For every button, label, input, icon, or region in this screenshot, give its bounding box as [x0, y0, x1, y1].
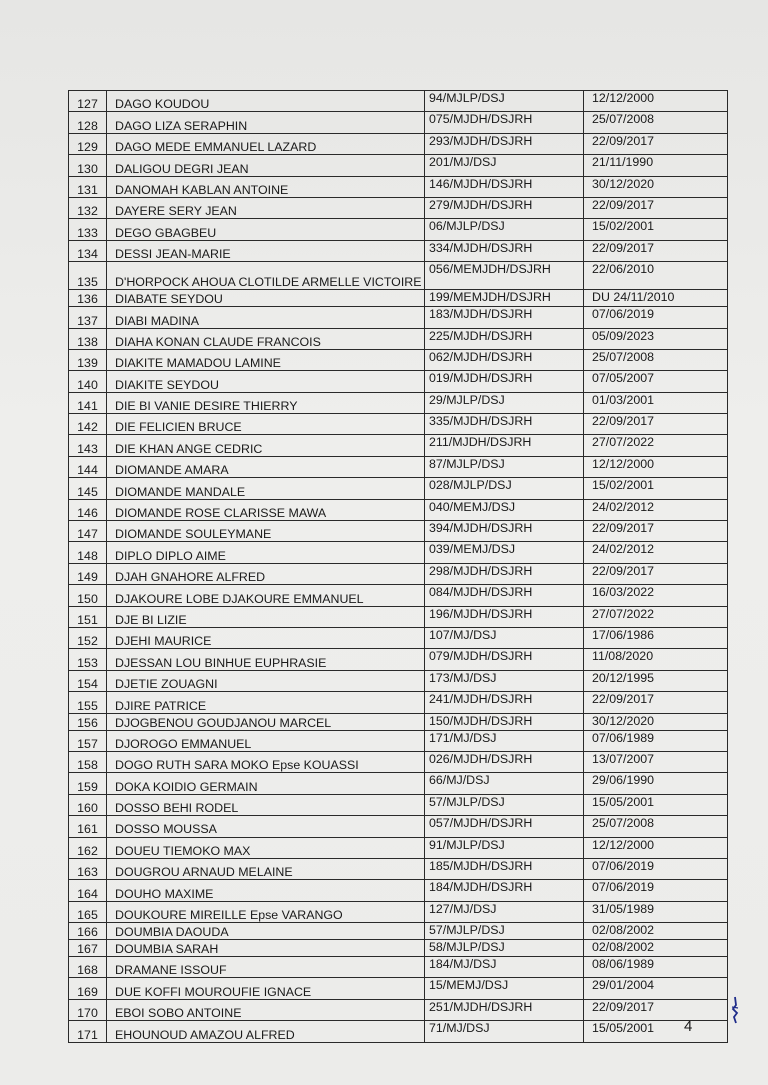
table-row: [69, 542, 728, 563]
decision-reference: 028/MJLP/DSJ: [425, 478, 584, 499]
person-name: DJAH GNAHORE ALFRED: [107, 563, 425, 584]
row-number: 144: [69, 456, 107, 477]
table-row: [69, 240, 728, 261]
decision-reference: 241/MJDH/DSJRH: [425, 692, 584, 713]
table-row: [69, 262, 728, 290]
table-row: [69, 837, 728, 858]
decision-date: 24/02/2012: [584, 499, 728, 520]
table-row: [69, 692, 728, 713]
decision-date: 22/09/2017: [584, 521, 728, 542]
person-name: DOUMBIA DAOUDA: [107, 923, 425, 940]
decision-reference: 87/MJLP/DSJ: [425, 456, 584, 477]
table-row: [69, 478, 728, 499]
row-number: 159: [69, 773, 107, 794]
decision-reference: 58/MJLP/DSJ: [425, 940, 584, 957]
page-number: 4: [684, 1018, 693, 1035]
person-name: DIE FELICIEN BRUCE: [107, 414, 425, 435]
person-name: DJAKOURE LOBE DJAKOURE EMMANUEL: [107, 585, 425, 606]
decision-date: 15/05/2001: [584, 1021, 728, 1042]
decision-date: 05/09/2023: [584, 328, 728, 349]
decision-date: 25/07/2008: [584, 112, 728, 133]
table-row: [69, 978, 728, 999]
table-row: [69, 858, 728, 879]
table-row: [69, 670, 728, 691]
decision-reference: 225/MJDH/DSJRH: [425, 328, 584, 349]
person-name: DJESSAN LOU BINHUE EUPHRASIE: [107, 649, 425, 670]
ink-mark-icon: [730, 995, 740, 1025]
person-name: DJETIE ZOUAGNI: [107, 670, 425, 691]
row-number: 130: [69, 155, 107, 176]
row-number: 160: [69, 794, 107, 815]
decision-reference: 056/MEMJDH/DSJRH: [425, 262, 584, 290]
decision-date: 12/12/2000: [584, 456, 728, 477]
person-name: DIAKITE MAMADOU LAMINE: [107, 349, 425, 370]
row-number: 137: [69, 307, 107, 328]
table-row: [69, 606, 728, 627]
decision-reference: 184/MJDH/DSJRH: [425, 880, 584, 901]
decision-date: 30/12/2020: [584, 713, 728, 730]
decision-reference: 15/MEMJ/DSJ: [425, 978, 584, 999]
person-name: DIABI MADINA: [107, 307, 425, 328]
table-row: [69, 456, 728, 477]
decision-reference: 040/MEMJ/DSJ: [425, 499, 584, 520]
decision-date: 13/07/2007: [584, 751, 728, 772]
person-name: DOSSO BEHI RODEL: [107, 794, 425, 815]
decision-reference: 150/MJDH/DSJRH: [425, 713, 584, 730]
decision-date: 15/05/2001: [584, 794, 728, 815]
decision-reference: 94/MJLP/DSJ: [425, 91, 584, 112]
decision-date: 27/07/2022: [584, 606, 728, 627]
decision-reference: 06/MJLP/DSJ: [425, 219, 584, 240]
decision-reference: 079/MJDH/DSJRH: [425, 649, 584, 670]
decision-reference: 173/MJ/DSJ: [425, 670, 584, 691]
table-row: [69, 112, 728, 133]
decision-date: 21/11/1990: [584, 155, 728, 176]
row-number: 138: [69, 328, 107, 349]
decision-date: 15/02/2001: [584, 478, 728, 499]
person-name: DOUEU TIEMOKO MAX: [107, 837, 425, 858]
table-row: [69, 307, 728, 328]
person-name: DJEHI MAURICE: [107, 627, 425, 648]
table-row: [69, 563, 728, 584]
decision-date: 29/06/1990: [584, 773, 728, 794]
decision-reference: 183/MJDH/DSJRH: [425, 307, 584, 328]
row-number: 128: [69, 112, 107, 133]
decision-reference: 039/MEMJ/DSJ: [425, 542, 584, 563]
person-name: DAGO MEDE EMMANUEL LAZARD: [107, 133, 425, 154]
table-row: [69, 349, 728, 370]
decision-date: 17/06/1986: [584, 627, 728, 648]
decision-date: 11/08/2020: [584, 649, 728, 670]
table-row: [69, 91, 728, 112]
decision-date: 22/09/2017: [584, 197, 728, 218]
decision-reference: 062/MJDH/DSJRH: [425, 349, 584, 370]
table-row: [69, 880, 728, 901]
person-name: DIE KHAN ANGE CEDRIC: [107, 435, 425, 456]
decision-reference: 298/MJDH/DSJRH: [425, 563, 584, 584]
table-row: [69, 730, 728, 751]
person-name: DAYERE SERY JEAN: [107, 197, 425, 218]
decision-date: 07/05/2007: [584, 371, 728, 392]
decision-date: 02/08/2002: [584, 923, 728, 940]
person-name: DOKA KOIDIO GERMAIN: [107, 773, 425, 794]
table-row: [69, 133, 728, 154]
person-name: DUE KOFFI MOUROUFIE IGNACE: [107, 978, 425, 999]
row-number: 170: [69, 999, 107, 1020]
row-number: 169: [69, 978, 107, 999]
table-row: [69, 155, 728, 176]
decision-date: 27/07/2022: [584, 435, 728, 456]
row-number: 156: [69, 713, 107, 730]
decision-reference: 026/MJDH/DSJRH: [425, 751, 584, 772]
person-name: DESSI JEAN-MARIE: [107, 240, 425, 261]
decision-reference: 201/MJ/DSJ: [425, 155, 584, 176]
row-number: 154: [69, 670, 107, 691]
person-name: DOSSO MOUSSA: [107, 816, 425, 837]
row-number: 155: [69, 692, 107, 713]
person-name: D'HORPOCK AHOUA CLOTILDE ARMELLE VICTOIRE: [107, 262, 425, 290]
decision-date: 30/12/2020: [584, 176, 728, 197]
decision-reference: 146/MJDH/DSJRH: [425, 176, 584, 197]
decision-date: 25/07/2008: [584, 816, 728, 837]
row-number: 149: [69, 563, 107, 584]
person-name: DJOROGO EMMANUEL: [107, 730, 425, 751]
person-name: DRAMANE ISSOUF: [107, 957, 425, 978]
table-row: [69, 197, 728, 218]
person-name: DJOGBENOU GOUDJANOU MARCEL: [107, 713, 425, 730]
decision-reference: 394/MJDH/DSJRH: [425, 521, 584, 542]
table-row: [69, 940, 728, 957]
row-number: 161: [69, 816, 107, 837]
decision-reference: 334/MJDH/DSJRH: [425, 240, 584, 261]
row-number: 164: [69, 880, 107, 901]
row-number: 132: [69, 197, 107, 218]
table-row: [69, 901, 728, 922]
table-row: [69, 585, 728, 606]
decision-date: 07/06/1989: [584, 730, 728, 751]
decision-reference: 211/MJDH/DSJRH: [425, 435, 584, 456]
row-number: 165: [69, 901, 107, 922]
person-name: DIOMANDE AMARA: [107, 456, 425, 477]
row-number: 150: [69, 585, 107, 606]
decision-reference: 279/MJDH/DSJRH: [425, 197, 584, 218]
decision-date: 24/02/2012: [584, 542, 728, 563]
decision-reference: 057/MJDH/DSJRH: [425, 816, 584, 837]
decision-date: 07/06/2019: [584, 880, 728, 901]
decision-reference: 57/MJLP/DSJ: [425, 923, 584, 940]
row-number: 140: [69, 371, 107, 392]
registry-table-body: [69, 91, 728, 1043]
person-name: DJE BI LIZIE: [107, 606, 425, 627]
table-row: [69, 751, 728, 772]
row-number: 134: [69, 240, 107, 261]
table-row: [69, 999, 728, 1020]
person-name: DIAKITE SEYDOU: [107, 371, 425, 392]
person-name: DOUHO MAXIME: [107, 880, 425, 901]
row-number: 151: [69, 606, 107, 627]
table-row: [69, 713, 728, 730]
decision-reference: 185/MJDH/DSJRH: [425, 858, 584, 879]
decision-date: 02/08/2002: [584, 940, 728, 957]
decision-date: 22/09/2017: [584, 240, 728, 261]
decision-date: 08/06/1989: [584, 957, 728, 978]
table-row: [69, 392, 728, 413]
decision-date: 01/03/2001: [584, 392, 728, 413]
person-name: DIAHA KONAN CLAUDE FRANCOIS: [107, 328, 425, 349]
decision-reference: 019/MJDH/DSJRH: [425, 371, 584, 392]
decision-reference: 57/MJLP/DSJ: [425, 794, 584, 815]
decision-reference: 075/MJDH/DSJRH: [425, 112, 584, 133]
decision-reference: 293/MJDH/DSJRH: [425, 133, 584, 154]
table-row: [69, 957, 728, 978]
decision-reference: 184/MJ/DSJ: [425, 957, 584, 978]
decision-date: 22/09/2017: [584, 133, 728, 154]
row-number: 139: [69, 349, 107, 370]
row-number: 142: [69, 414, 107, 435]
decision-date: 22/06/2010: [584, 262, 728, 290]
table-row: [69, 521, 728, 542]
decision-reference: 251/MJDH/DSJRH: [425, 999, 584, 1020]
row-number: 135: [69, 262, 107, 290]
row-number: 167: [69, 940, 107, 957]
decision-date: 15/02/2001: [584, 219, 728, 240]
table-row: [69, 499, 728, 520]
person-name: DIOMANDE SOULEYMANE: [107, 521, 425, 542]
decision-date: 07/06/2019: [584, 858, 728, 879]
row-number: 158: [69, 751, 107, 772]
row-number: 131: [69, 176, 107, 197]
decision-reference: 71/MJ/DSJ: [425, 1021, 584, 1042]
decision-date: 22/09/2017: [584, 692, 728, 713]
decision-date: 22/09/2017: [584, 414, 728, 435]
person-name: DIPLO DIPLO AIME: [107, 542, 425, 563]
row-number: 168: [69, 957, 107, 978]
row-number: 162: [69, 837, 107, 858]
row-number: 163: [69, 858, 107, 879]
decision-date: 22/09/2017: [584, 999, 728, 1020]
decision-reference: 199/MEMJDH/DSJRH: [425, 290, 584, 307]
row-number: 127: [69, 91, 107, 112]
row-number: 133: [69, 219, 107, 240]
table-row: [69, 219, 728, 240]
decision-reference: 91/MJLP/DSJ: [425, 837, 584, 858]
table-row: [69, 435, 728, 456]
decision-reference: 171/MJ/DSJ: [425, 730, 584, 751]
decision-reference: 196/MJDH/DSJRH: [425, 606, 584, 627]
decision-reference: 127/MJ/DSJ: [425, 901, 584, 922]
person-name: DALIGOU DEGRI JEAN: [107, 155, 425, 176]
person-name: DOGO RUTH SARA MOKO Epse KOUASSI: [107, 751, 425, 772]
decision-date: 07/06/2019: [584, 307, 728, 328]
table-row: [69, 923, 728, 940]
table-row: [69, 176, 728, 197]
person-name: DIE BI VANIE DESIRE THIERRY: [107, 392, 425, 413]
row-number: 129: [69, 133, 107, 154]
table-row: [69, 649, 728, 670]
row-number: 145: [69, 478, 107, 499]
person-name: DAGO LIZA SERAPHIN: [107, 112, 425, 133]
decision-date: DU 24/11/2010: [584, 290, 728, 307]
table-row: [69, 328, 728, 349]
row-number: 136: [69, 290, 107, 307]
decision-date: 22/09/2017: [584, 563, 728, 584]
decision-date: 29/01/2004: [584, 978, 728, 999]
person-name: DIOMANDE MANDALE: [107, 478, 425, 499]
decision-reference: 335/MJDH/DSJRH: [425, 414, 584, 435]
row-number: 147: [69, 521, 107, 542]
row-number: 152: [69, 627, 107, 648]
row-number: 166: [69, 923, 107, 940]
decision-date: 12/12/2000: [584, 91, 728, 112]
decision-date: 16/03/2022: [584, 585, 728, 606]
table-row: [69, 794, 728, 815]
table-row: [69, 414, 728, 435]
person-name: DOUKOURE MIREILLE Epse VARANGO: [107, 901, 425, 922]
decision-date: 20/12/1995: [584, 670, 728, 691]
decision-date: 31/05/1989: [584, 901, 728, 922]
person-name: DOUGROU ARNAUD MELAINE: [107, 858, 425, 879]
table-row: [69, 627, 728, 648]
row-number: 143: [69, 435, 107, 456]
table-row: [69, 371, 728, 392]
row-number: 153: [69, 649, 107, 670]
row-number: 146: [69, 499, 107, 520]
table-row: [69, 290, 728, 307]
person-name: EHOUNOUD AMAZOU ALFRED: [107, 1021, 425, 1042]
table-row: [69, 1021, 728, 1042]
row-number: 141: [69, 392, 107, 413]
person-name: DOUMBIA SARAH: [107, 940, 425, 957]
decision-date: 25/07/2008: [584, 349, 728, 370]
decision-reference: 66/MJ/DSJ: [425, 773, 584, 794]
decision-reference: 107/MJ/DSJ: [425, 627, 584, 648]
person-name: EBOI SOBO ANTOINE: [107, 999, 425, 1020]
person-name: DIABATE SEYDOU: [107, 290, 425, 307]
person-name: DEGO GBAGBEU: [107, 219, 425, 240]
decision-reference: 29/MJLP/DSJ: [425, 392, 584, 413]
decision-date: 12/12/2000: [584, 837, 728, 858]
person-name: DAGO KOUDOU: [107, 91, 425, 112]
row-number: 148: [69, 542, 107, 563]
row-number: 171: [69, 1021, 107, 1042]
row-number: 157: [69, 730, 107, 751]
table-row: [69, 773, 728, 794]
person-name: DJIRE PATRICE: [107, 692, 425, 713]
person-name: DIOMANDE ROSE CLARISSE MAWA: [107, 499, 425, 520]
registry-table: [68, 90, 728, 1043]
decision-reference: 084/MJDH/DSJRH: [425, 585, 584, 606]
person-name: DANOMAH KABLAN ANTOINE: [107, 176, 425, 197]
table-row: [69, 816, 728, 837]
